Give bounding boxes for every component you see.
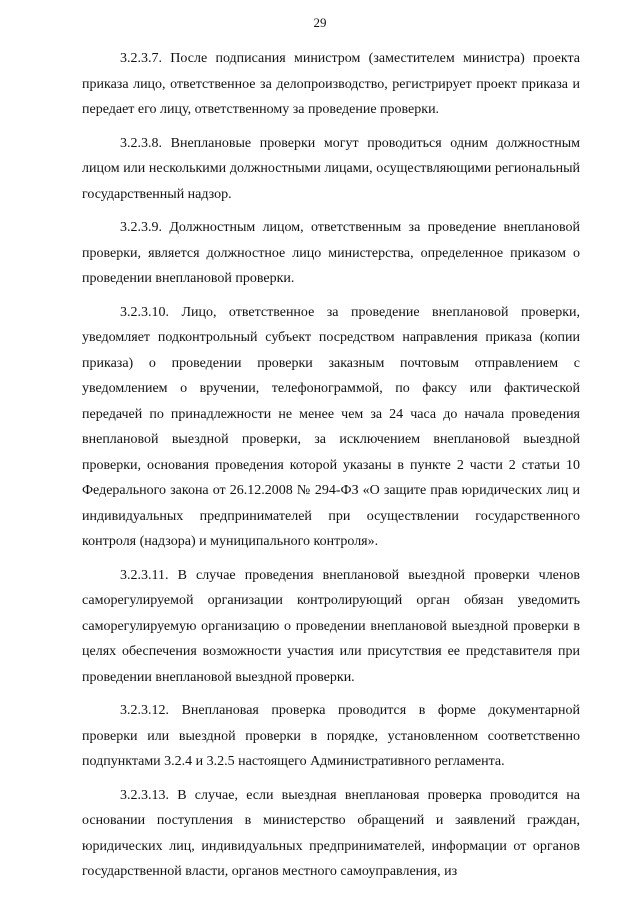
paragraph-number: 3.2.3.8. bbox=[120, 135, 162, 151]
paragraph-text: Внеплановая проверка проводится в форме документарной проверки или выездной проверки в порядке, установленном соответственно подпунктами 3.2.4 и 3.2.5 настоящего Административного регламента. bbox=[82, 703, 580, 769]
paragraph-3-2-3-8 bbox=[82, 131, 580, 208]
paragraph-number: 3.2.3.11. bbox=[120, 567, 169, 583]
paragraph-3-2-3-10 bbox=[82, 300, 580, 555]
paragraph-text: Должностным лицом, ответственным за проведение внеплановой проверки, является должностное лицо министерства, определенное приказом о проведении внеплановой проверки. bbox=[82, 220, 580, 286]
paragraph-3-2-3-13 bbox=[82, 783, 580, 885]
paragraph-number: 3.2.3.10. bbox=[120, 304, 169, 320]
paragraph-number: 3.2.3.7. bbox=[120, 51, 162, 66]
paragraph-text: После подписания министром (заместителем министра) проекта приказа лицо, ответственное за делопроизводство, регистрирует проект приказа и передает его лицу, ответственному за проведение проверки. bbox=[82, 51, 581, 117]
page-number: 29 bbox=[313, 15, 327, 30]
paragraph-number: 3.2.3.9. bbox=[120, 220, 162, 235]
paragraph-3-2-3-12 bbox=[82, 698, 580, 775]
paragraph-text: В случае проведения внеплановой выездной проверки членов саморегулируемой организации контролирующий орган обязан уведомить саморегулируемую организацию о проведении внеплановой выездной проверки в целях обеспечения возможности участия или присутствия ее представителя при проведении внеплановой выездной проверки. bbox=[82, 567, 581, 685]
paragraph-number: 3.2.3.12. bbox=[120, 703, 169, 718]
paragraph-text: В случае, если выездная внеплановая проверка проводится на основании поступления в министерство обращений и заявлений граждан, юридических лиц, индивидуальных предпринимателей, информации от органов государственной власти, органов местного самоуправления, из bbox=[82, 787, 581, 879]
document-body bbox=[82, 46, 580, 893]
paragraph-3-2-3-7 bbox=[82, 46, 580, 123]
paragraph-text: Лицо, ответственное за проведение внеплановой проверки, уведомляет подконтрольный субъект посредством направления приказа (копии приказа) о проведении проверки заказным почтовым отправлением с уведомлением о вручении, телефонограммой, по факсу или фактической передачей по принадлежности не менее чем за 24 часа до начала проведения внеплановой выездной проверки, за исключением внеплановой выездной проверки, основания проведения которой указаны в пункте 2 части 2 статьи 10 Федерального закона от 26.12.2008 № 294-ФЗ «О защите прав юридических лиц и индивидуальных предпринимателей при осуществлении государственного контроля (надзора) и муниципального контроля». bbox=[82, 304, 581, 549]
paragraph-number: 3.2.3.13. bbox=[120, 787, 169, 803]
paragraph-3-2-3-11 bbox=[82, 563, 580, 691]
paragraph-3-2-3-9 bbox=[82, 215, 580, 292]
paragraph-text: Внеплановые проверки могут проводиться одним должностным лицом или несколькими должностными лицами, осуществляющими региональный государственный надзор. bbox=[82, 135, 580, 202]
